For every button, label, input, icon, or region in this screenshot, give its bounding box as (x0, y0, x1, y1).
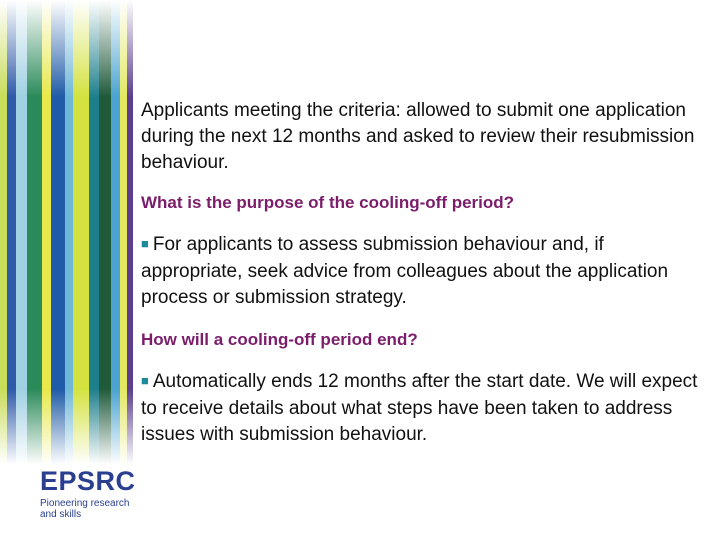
question-purpose-heading: What is the purpose of the cooling-off period? (141, 193, 515, 212)
answer-purpose (141, 232, 706, 311)
question-end-heading: How will a cooling-off period end? (141, 330, 418, 349)
answer-end-text: Automatically ends 12 months after the start date. We will expect to receive details about what steps have been taken to address issues with submission behaviour. (141, 371, 698, 445)
logo-tagline: Pioneering research and skills (40, 498, 130, 520)
slide-content (141, 98, 706, 448)
square-bullet-icon: ■ (141, 236, 149, 251)
square-bullet-icon: ■ (141, 373, 149, 388)
intro-paragraph: Applicants meeting the criteria: allowed to submit one application during the next 12 months and asked to review their resubmission behaviour. (141, 100, 695, 173)
logo-wordmark: EPSRC (40, 466, 136, 496)
decorative-stripes (0, 0, 150, 540)
epsrc-logo (40, 466, 140, 520)
answer-purpose-text: For applicants to assess submission behaviour and, if appropriate, seek advice from colleagues about the application process or submission strategy. (141, 234, 669, 308)
answer-end (141, 369, 706, 448)
